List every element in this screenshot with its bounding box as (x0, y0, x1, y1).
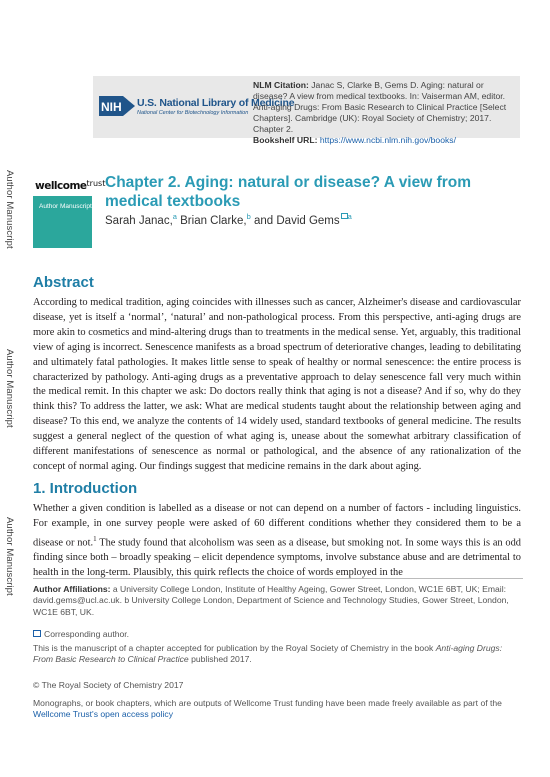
sidebar-author-manuscript-label: Author Manuscript (4, 349, 15, 428)
chapter-title: Chapter 2. Aging: natural or disease? A view from medical textbooks (105, 174, 472, 210)
citation-label: NLM Citation: (253, 80, 309, 90)
author-list (105, 212, 525, 227)
footer-divider (33, 578, 523, 579)
wellcome-trust-thumbnail (33, 172, 106, 248)
abstract-heading: Abstract (33, 274, 94, 291)
affiliation-mark[interactable]: a (172, 212, 177, 221)
sidebar-author-manuscript-label: Author Manuscript (4, 517, 15, 596)
affiliation-mark[interactable]: a (347, 212, 352, 221)
abstract-text: According to medical tradition, aging coincides with illnesses such as cancer, Alzheimer's disease and cardiovascular disease, yet is itself a ‘normal’, ‘natural’ and non-pathological process. From this perspective, anti-aging drugs are more akin to cosmetics and mind-altering drugs than to treatments in the medical sense. Yet, arguably, this traditional view of aging is incorrect. Senescence manifests as a broad spectrum of deteriorative changes, leading to debilitating and ultimately fatal pathologies. It makes little sense to speak of healthy or normal senescence: the entire process is characterized by pathology. Anti-aging drugs as a preventative approach to delay senescence fall very much within the medical remit. In this chapter we ask: Do doctors really think that aging is not a disease? And if so, why do they think this? To address the latter, we ask: What are medical students taught about the relationship between aging and disease? To this end, we analyze the contents of 14 widely used, standard textbooks of general medicine. The results suggest a general neglect of the question of what aging is, unease about the somewhat arbitrary classification of different manifestations of senescence as normal or pathological, and the absence of any rationalization of the concept of normal aging. Our findings suggest that medicine remains in the dark about aging. (33, 297, 521, 472)
book-title: Anti-aging Drugs: From Basic Research to Clinical Practice (33, 643, 503, 665)
introduction-text (33, 502, 521, 581)
corresponding-text: Corresponding author. (44, 629, 130, 639)
bookshelf-label: Bookshelf URL: (253, 135, 318, 145)
author-name: Sarah Janac, (105, 214, 173, 227)
introduction-heading: 1. Introduction (33, 480, 138, 497)
bookshelf-url-link[interactable]: https://www.ncbi.nlm.nih.gov/books/ (319, 135, 456, 145)
intro-text-part: The study found that alcoholism was seen as a disease, but smoking not. In some ways this is an odd finding since both – broadly speaking – elicit dependence symptoms, involve substance abuse and are detrimental to health in the long-term. Plausibly, this quirk reflects the choice of words employed in the (33, 537, 522, 579)
open-access-policy-link[interactable]: Wellcome Trust's open access policy (33, 709, 173, 720)
logo-trust: trust (86, 179, 106, 188)
nih-logo-icon (99, 92, 135, 120)
nih-subtitle: National Center for Biotechnology Information (137, 110, 249, 116)
corresponding-author-icon[interactable] (341, 213, 348, 219)
sidebar-author-manuscript-label: Author Manuscript (4, 170, 15, 249)
intro-text-part: Whether a given condition is labelled as a disease or not can depend on a number of factors - including linguistics. For example, in one survey people were asked of 60 different conditions whether they considered them to be a disease or not. (33, 503, 521, 549)
citation-text (253, 80, 517, 146)
corresponding-note (33, 629, 523, 640)
envelope-icon (33, 630, 41, 637)
author-name: and David Gems (253, 214, 340, 227)
author-affiliations (33, 584, 523, 618)
manuscript-note: This is the manuscript of a chapter accepted for publication by the Royal Society of Chemistry in the book Anti-aging Drugs: From Basic Research to Clinical Practice published 2017. (33, 643, 503, 665)
thumbnail-label: Author Manuscript (39, 203, 92, 210)
affiliation-mark[interactable]: b (246, 212, 251, 221)
citation-body: Janac S, Clarke B, Gems D. Aging: natural or disease? A view from medical textbooks. In: Vaiserman AM, editor. Anti-aging Drugs: From Basic Research to Clinical Practice [Select Chapters]. Cambridge (UK): Royal Society of Chemistry; 2017. Chapter 2. (253, 80, 507, 134)
nih-abbrev: NIH (101, 100, 122, 114)
wellcome-trust-logo (33, 172, 106, 196)
citation-box (93, 76, 520, 145)
affiliations-label: Author Affiliations: (33, 584, 111, 594)
copyright-note: © The Royal Society of Chemistry 2017 (33, 680, 184, 690)
nih-title: U.S. National Library of Medicine (137, 97, 295, 109)
reference-link[interactable]: 1 (93, 534, 97, 543)
logo-word: wellcome (35, 180, 87, 192)
author-name: Brian Clarke, (180, 214, 247, 227)
affiliations-text: a University College London, Institute of Healthy Ageing, Gower Street, London, WC1E 6BT, UK; Email: david.gems@ucl.ac.uk. b University College London, Department of Science and Technology Studies, Gower Street, London, WC1E 6BT, UK. (33, 584, 509, 617)
nih-logo[interactable] (99, 92, 295, 120)
open-access-note: Monographs, or book chapters, which are outputs of Wellcome Trust funding have been made freely available as part of the Wellcome Trust's open access policy (33, 698, 502, 720)
